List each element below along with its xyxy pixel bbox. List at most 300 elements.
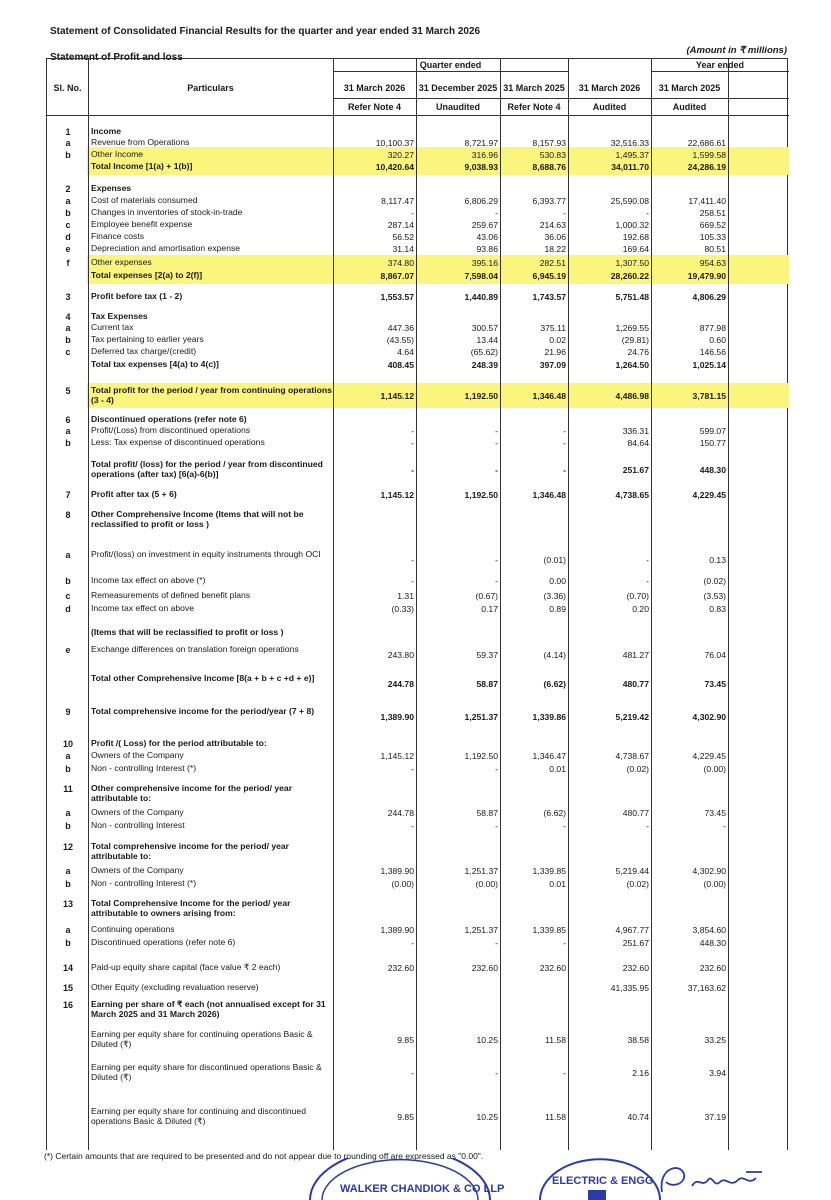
row-particulars: Changes in inventories of stock-in-trade (91, 207, 243, 217)
row-serial-number: b (65, 764, 71, 774)
row-value-cell: (6.62) (543, 808, 566, 818)
row-particulars: Total comprehensive income for the period/ year attributable to: (91, 841, 290, 861)
row-value-cell: (0.67) (475, 591, 498, 601)
signature-icon (662, 1168, 762, 1192)
row-value-cell: 37,163.62 (687, 983, 726, 993)
row-value-cell: - (495, 764, 498, 774)
row-value-cell: - (495, 438, 498, 448)
row-value-cell: 1,251.37 (464, 712, 498, 722)
statement-subtitle: Statement of Profit and loss (50, 52, 183, 63)
row-value-cell: (0.01) (543, 555, 566, 565)
auditor-stamp-text: WALKER CHANDIOK & CO LLP (340, 1183, 505, 1195)
row-value-cell: 1,553.57 (380, 292, 414, 302)
row-value-cell: - (495, 821, 498, 831)
row-value-cell: - (411, 465, 414, 475)
row-value-cell: (0.70) (626, 591, 649, 601)
row-value-cell: 248.39 (471, 360, 498, 370)
row-value-cell: 1,346.48 (532, 490, 566, 500)
row-value-cell: 11.58 (545, 1035, 566, 1045)
row-value-cell: 336.31 (622, 426, 649, 436)
row-particulars: Exchange differences on translation foreign operations (91, 644, 299, 654)
row-value-cell: 374.80 (387, 258, 414, 268)
row-value-cell: 3.94 (709, 1068, 726, 1078)
row-particulars: Less: Tax expense of discontinued operations (91, 437, 265, 447)
row-value-cell: 8,867.07 (380, 271, 414, 281)
row-value-cell: 232.60 (471, 963, 498, 973)
header-col-note: Refer Note 4 (347, 102, 401, 112)
row-value-cell: 0.83 (709, 604, 726, 614)
row-value-cell: 0.01 (549, 879, 566, 889)
row-particulars: Profit before tax (1 - 2) (91, 291, 183, 301)
row-value-cell: 2.16 (632, 1068, 649, 1078)
row-serial-number: a (65, 808, 71, 818)
row-value-cell: - (411, 438, 414, 448)
row-value-cell: - (495, 576, 498, 586)
row-particulars: Total profit for the period / year from continuing operations (3 - 4) (91, 385, 332, 405)
row-value-cell: 232.60 (699, 963, 726, 973)
company-seal-text: ELECTRIC & ENGG (552, 1175, 654, 1187)
header-col-note: Refer Note 4 (507, 102, 561, 112)
row-value-cell: 5,219.44 (615, 866, 649, 876)
row-particulars: Paid-up equity share capital (face value ₹ 2 each) (91, 962, 281, 972)
row-value-cell: 93.86 (476, 244, 498, 254)
row-value-cell: - (411, 938, 414, 948)
row-value-cell: 36.06 (544, 232, 566, 242)
row-value-cell: - (495, 1068, 498, 1078)
row-value-cell: 1,264.50 (615, 360, 649, 370)
row-value-cell: (29.81) (621, 335, 649, 345)
row-value-cell: 4,302.90 (692, 712, 726, 722)
footnote: (*) Certain amounts that are required to be presented and do not appear due to rounding off are expressed as "0.00". (44, 1151, 484, 1161)
row-value-cell: (0.00) (703, 879, 726, 889)
row-value-cell: (4.14) (543, 650, 566, 660)
row-value-cell: 9.85 (397, 1112, 414, 1122)
row-value-cell: 1,192.50 (464, 490, 498, 500)
row-value-cell: 375.11 (540, 323, 566, 333)
row-value-cell: 6,945.19 (532, 271, 566, 281)
row-particulars: Profit /( Loss) for the period attributable to: (91, 738, 267, 748)
row-serial-number: 2 (65, 184, 71, 194)
row-value-cell: 481.27 (622, 650, 649, 660)
row-particulars: Owners of the Company (91, 750, 184, 760)
row-serial-number: 5 (65, 386, 71, 396)
row-serial-number: c (65, 220, 71, 230)
row-value-cell: 448.30 (699, 938, 726, 948)
header-col-date: 31 March 2026 (578, 83, 641, 93)
row-value-cell: 32,516.33 (610, 138, 649, 148)
row-particulars: Profit after tax (5 + 6) (91, 489, 177, 499)
row-particulars: Expenses (91, 183, 132, 193)
row-serial-number: 11 (63, 784, 73, 794)
row-serial-number: d (65, 232, 71, 242)
row-value-cell: 1,346.48 (532, 391, 566, 401)
row-value-cell: 0.89 (549, 604, 566, 614)
row-value-cell: 4,486.98 (615, 391, 649, 401)
row-value-cell: 10,100.37 (375, 138, 414, 148)
row-value-cell: 0.13 (709, 555, 726, 565)
row-value-cell: 1,145.12 (380, 391, 414, 401)
row-value-cell: 8,688.76 (532, 162, 566, 172)
row-particulars: Income tax effect on above (91, 603, 195, 613)
row-particulars: Total Comprehensive Income for the period/ year attributable to owners arising from: (91, 898, 291, 918)
row-particulars: Continuing operations (91, 924, 175, 934)
row-serial-number: 12 (62, 842, 73, 852)
row-serial-number: 7 (65, 490, 71, 500)
row-value-cell: 1,251.37 (464, 925, 498, 935)
row-serial-number: 3 (65, 292, 71, 302)
row-value-cell: 146.56 (699, 347, 726, 357)
row-serial-number: 8 (65, 510, 71, 520)
row-value-cell: 1,307.50 (615, 258, 649, 268)
row-serial-number: 1 (65, 127, 71, 137)
row-value-cell: (0.02) (626, 764, 649, 774)
row-serial-number: b (65, 879, 71, 889)
row-value-cell: 599.07 (699, 426, 726, 436)
row-value-cell: 5,219.42 (615, 712, 649, 722)
row-value-cell: 192.68 (622, 232, 649, 242)
row-value-cell: 34,011.70 (611, 162, 649, 172)
row-value-cell: 669.52 (699, 220, 726, 230)
row-value-cell: - (563, 426, 566, 436)
row-value-cell: 4.64 (397, 347, 414, 357)
row-value-cell: (3.36) (543, 591, 566, 601)
row-serial-number: b (65, 438, 71, 448)
row-particulars: Other Income (91, 149, 144, 159)
header-quarter-ended: Quarter ended (419, 60, 482, 70)
row-value-cell: - (495, 555, 498, 565)
row-value-cell: 300.57 (471, 323, 498, 333)
row-particulars: Other Equity (excluding revaluation reserve) (91, 982, 259, 992)
row-value-cell: 73.45 (704, 679, 726, 689)
row-value-cell: 232.60 (387, 963, 414, 973)
row-value-cell: (0.00) (475, 879, 498, 889)
row-particulars: Cost of materials consumed (91, 195, 198, 205)
row-particulars: Earning per share of ₹ each (not annualised except for 31 March 2025 and 31 March 2026) (91, 999, 326, 1019)
header-year-ended: Year ended (695, 60, 745, 70)
row-particulars: Owners of the Company (91, 807, 184, 817)
header-sl-no: Sl. No. (53, 83, 82, 93)
row-serial-number: c (65, 591, 71, 601)
statement-title: Statement of Consolidated Financial Results for the quarter and year ended 31 March 2026 (50, 26, 481, 37)
row-value-cell: - (411, 576, 414, 586)
row-particulars: Employee benefit expense (91, 219, 193, 229)
row-serial-number: a (65, 751, 71, 761)
header-col-date: 31 March 2025 (503, 83, 565, 93)
row-serial-number: 13 (62, 899, 73, 909)
row-value-cell: - (411, 426, 414, 436)
row-value-cell: 9.85 (397, 1035, 414, 1045)
row-value-cell: 259.67 (471, 220, 498, 230)
header-col-date: 31 December 2025 (418, 83, 498, 93)
row-value-cell: 214.63 (539, 220, 566, 230)
row-value-cell: (0.02) (703, 576, 726, 586)
company-seal-icon (540, 1159, 660, 1200)
row-particulars: Total comprehensive income for the period/year (7 + 8) (91, 706, 315, 716)
row-serial-number: b (65, 576, 71, 586)
row-value-cell: 37.19 (704, 1112, 726, 1122)
row-value-cell: 1,000.32 (615, 220, 649, 230)
row-value-cell: 1,025.14 (692, 360, 726, 370)
row-particulars: Non - controlling Interest (91, 820, 185, 830)
row-value-cell: 58.87 (476, 808, 498, 818)
header-col-note: Audited (592, 102, 627, 112)
row-serial-number: a (65, 426, 71, 436)
row-value-cell: 10.25 (476, 1112, 498, 1122)
row-value-cell: 5,751.48 (615, 292, 649, 302)
row-value-cell: 8,117.47 (381, 196, 414, 206)
row-value-cell: 1,251.37 (464, 866, 498, 876)
row-value-cell: 3,854.60 (692, 925, 726, 935)
row-particulars: Discontinued operations (refer note 6) (91, 414, 247, 424)
row-value-cell: - (411, 1068, 414, 1078)
row-value-cell: - (495, 426, 498, 436)
row-value-cell: 1,192.50 (464, 391, 498, 401)
row-value-cell: 33.25 (704, 1035, 726, 1045)
row-value-cell: 0.60 (709, 335, 726, 345)
row-particulars: Deferred tax charge/(credit) (91, 346, 197, 356)
row-value-cell: 6,806.29 (464, 196, 498, 206)
row-value-cell: 1,339.86 (532, 712, 566, 722)
row-value-cell: 4,229.45 (692, 751, 726, 761)
row-value-cell: 1,192.50 (464, 751, 498, 761)
row-value-cell: 397.09 (539, 360, 566, 370)
row-serial-number: 14 (62, 963, 73, 973)
row-value-cell: 1,269.55 (615, 323, 649, 333)
row-value-cell: 21.96 (544, 347, 566, 357)
row-particulars: Total expenses [2(a) to 2(f)] (91, 270, 203, 280)
row-value-cell: 258.51 (699, 208, 726, 218)
row-value-cell: - (411, 821, 414, 831)
row-value-cell: (0.00) (703, 764, 726, 774)
row-serial-number: c (65, 347, 71, 357)
row-value-cell: 232.60 (539, 963, 566, 973)
row-serial-number: a (65, 138, 71, 148)
row-particulars: Non - controlling Interest (*) (91, 763, 197, 773)
row-value-cell: 7,598.04 (464, 271, 498, 281)
row-value-cell: - (646, 821, 649, 831)
row-value-cell: 4,806.29 (692, 292, 726, 302)
row-value-cell: 18.22 (544, 244, 566, 254)
row-particulars: Profit/(loss) on investment in equity instruments through OCI (91, 549, 321, 559)
row-particulars: Income (91, 126, 122, 136)
row-value-cell: - (411, 764, 414, 774)
row-particulars: Total profit/ (loss) for the period / year from discontinued operations (after tax) [6(a)-6(b)] (91, 459, 323, 479)
row-particulars: Total tax expenses [4(a) to 4(c)] (91, 359, 219, 369)
row-particulars: Non - controlling Interest (*) (91, 878, 197, 888)
row-value-cell: 0.02 (549, 335, 566, 345)
row-value-cell: 243.80 (387, 650, 414, 660)
row-value-cell: (3.53) (703, 591, 726, 601)
row-value-cell: 105.33 (699, 232, 726, 242)
row-value-cell: 1,389.90 (380, 925, 414, 935)
row-particulars: Finance costs (91, 231, 145, 241)
row-particulars: Revenue from Operations (91, 137, 190, 147)
row-value-cell: 954.63 (699, 258, 726, 268)
row-particulars: Discontinued operations (refer note 6) (91, 937, 236, 947)
row-value-cell: 0.17 (481, 604, 498, 614)
row-serial-number: f (66, 258, 70, 268)
row-particulars: Current tax (91, 322, 134, 332)
row-value-cell: 4,967.77 (615, 925, 649, 935)
row-value-cell: 24,286.19 (687, 162, 726, 172)
row-particulars: Tax pertaining to earlier years (91, 334, 204, 344)
row-serial-number: a (65, 866, 71, 876)
row-value-cell: 232.60 (622, 963, 649, 973)
row-value-cell: 11.58 (545, 1112, 566, 1122)
row-serial-number: a (65, 323, 71, 333)
row-serial-number: e (65, 244, 71, 254)
row-particulars: Total other Comprehensive Income [8(a + b + c +d + e)] (91, 673, 315, 683)
row-value-cell: - (495, 465, 498, 475)
row-value-cell: - (723, 821, 726, 831)
row-value-cell: 316.96 (471, 150, 498, 160)
row-value-cell: - (646, 555, 649, 565)
row-particulars: Earning per equity share for continuing and discontinued operations Basic & Diluted (₹) (91, 1106, 306, 1126)
row-value-cell: (43.55) (386, 335, 414, 345)
row-serial-number: 9 (65, 707, 71, 717)
row-value-cell: 0.00 (549, 576, 566, 586)
row-value-cell: 76.04 (704, 650, 726, 660)
row-value-cell: 282.51 (539, 258, 566, 268)
row-particulars: Earning per equity share for continuing operations Basic & Diluted (₹) (91, 1029, 313, 1049)
row-serial-number: 16 (62, 1000, 73, 1010)
auditor-stamp-icon (310, 1158, 504, 1200)
row-value-cell: 4,302.90 (692, 866, 726, 876)
row-value-cell: 17,411.40 (688, 196, 726, 206)
row-particulars: Remeasurements of defined benefit plans (91, 590, 251, 600)
row-value-cell: - (411, 208, 414, 218)
row-value-cell: (6.62) (543, 679, 566, 689)
row-value-cell: 25,590.08 (610, 196, 649, 206)
row-value-cell: 244.78 (387, 679, 414, 689)
row-value-cell: - (563, 208, 566, 218)
row-value-cell: (0.00) (391, 879, 414, 889)
row-value-cell: - (563, 438, 566, 448)
header-col-note: Audited (672, 102, 707, 112)
row-value-cell: 480.77 (622, 808, 649, 818)
row-value-cell: 10,420.64 (375, 162, 414, 172)
row-particulars: Income tax effect on above (*) (91, 575, 206, 585)
row-value-cell: - (563, 465, 566, 475)
row-value-cell: (0.33) (391, 604, 414, 614)
row-value-cell: - (563, 938, 566, 948)
row-value-cell: 59.37 (476, 650, 498, 660)
row-value-cell: 1,599.58 (692, 150, 726, 160)
row-value-cell: 8,157.93 (532, 138, 566, 148)
row-value-cell: 38.58 (627, 1035, 649, 1045)
header-col-date: 31 March 2026 (343, 83, 406, 93)
row-serial-number: a (65, 550, 71, 560)
row-value-cell: 530.83 (539, 150, 566, 160)
row-value-cell: 0.20 (632, 604, 649, 614)
row-value-cell: 1,145.12 (380, 751, 414, 761)
row-value-cell: 1,389.90 (380, 712, 414, 722)
row-value-cell: 448.30 (699, 465, 726, 475)
row-value-cell: 1,346.47 (532, 751, 566, 761)
row-value-cell: 31.14 (392, 244, 414, 254)
row-serial-number: d (65, 604, 71, 614)
row-value-cell: - (646, 576, 649, 586)
row-value-cell: 1.31 (397, 591, 414, 601)
row-value-cell: 22,686.61 (687, 138, 726, 148)
row-value-cell: 447.36 (387, 323, 414, 333)
header-col-note: Unaudited (436, 102, 480, 112)
row-value-cell: 1,743.57 (532, 292, 566, 302)
row-value-cell: 9,038.93 (464, 162, 498, 172)
row-value-cell: - (411, 555, 414, 565)
row-value-cell: 24.76 (627, 347, 649, 357)
row-value-cell: 150.77 (699, 438, 726, 448)
row-value-cell: 4,738.65 (615, 490, 649, 500)
row-value-cell: 8,721.97 (464, 138, 498, 148)
row-value-cell: 1,440.89 (464, 292, 498, 302)
amount-unit-note: (Amount in ₹ millions) (686, 45, 787, 56)
row-value-cell: 1,339.85 (532, 866, 566, 876)
row-value-cell: 408.45 (387, 360, 414, 370)
row-serial-number: 15 (62, 983, 73, 993)
row-value-cell: 251.67 (622, 465, 649, 475)
row-value-cell: 3,781.15 (692, 391, 726, 401)
row-value-cell: - (563, 821, 566, 831)
row-value-cell: 56.52 (392, 232, 414, 242)
row-value-cell: 251.67 (622, 938, 649, 948)
row-value-cell: 28,260.22 (610, 271, 649, 281)
row-value-cell: 480.77 (622, 679, 649, 689)
row-value-cell: 1,495.37 (615, 150, 649, 160)
row-value-cell: 1,389.90 (380, 866, 414, 876)
row-serial-number: b (65, 821, 71, 831)
row-particulars: (Items that will be reclassified to profit or loss ) (91, 627, 284, 637)
header-particulars: Particulars (187, 83, 234, 93)
row-particulars: Owners of the Company (91, 865, 184, 875)
row-value-cell: (65.62) (470, 347, 498, 357)
row-serial-number: a (65, 196, 71, 206)
row-value-cell: (0.02) (626, 879, 649, 889)
row-value-cell: 43.06 (476, 232, 498, 242)
row-particulars: Tax Expenses (91, 311, 148, 321)
row-value-cell: 287.14 (387, 220, 414, 230)
row-value-cell: 1,339.85 (532, 925, 566, 935)
row-serial-number: 6 (65, 415, 71, 425)
row-value-cell: 244.78 (387, 808, 414, 818)
row-serial-number: 10 (62, 739, 73, 749)
row-serial-number: a (65, 925, 71, 935)
row-value-cell: 10.25 (476, 1035, 498, 1045)
row-serial-number: 4 (65, 312, 71, 322)
row-serial-number: b (65, 150, 71, 160)
profit-loss-table (46, 58, 788, 1150)
row-value-cell: 169.64 (622, 244, 649, 254)
row-value-cell: - (495, 938, 498, 948)
row-serial-number: b (65, 208, 71, 218)
row-value-cell: 1,145.12 (380, 490, 414, 500)
row-particulars: Other comprehensive income for the period/ year attributable to: (91, 783, 293, 803)
row-value-cell: - (495, 208, 498, 218)
row-value-cell: 877.98 (699, 323, 726, 333)
row-value-cell: - (563, 1068, 566, 1078)
row-particulars: Earning per equity share for discontinued operations Basic & Diluted (₹) (91, 1062, 322, 1082)
row-value-cell: 6,393.77 (532, 196, 566, 206)
row-value-cell: 80.51 (704, 244, 726, 254)
row-value-cell: 40.74 (627, 1112, 649, 1122)
row-serial-number: b (65, 335, 71, 345)
row-value-cell: 58.87 (476, 679, 498, 689)
row-value-cell: 19,479.90 (687, 271, 726, 281)
row-value-cell: 13.44 (476, 335, 498, 345)
row-value-cell: 4,738.67 (615, 751, 649, 761)
row-value-cell: 41,335.95 (610, 983, 649, 993)
row-value-cell: 395.16 (471, 258, 498, 268)
